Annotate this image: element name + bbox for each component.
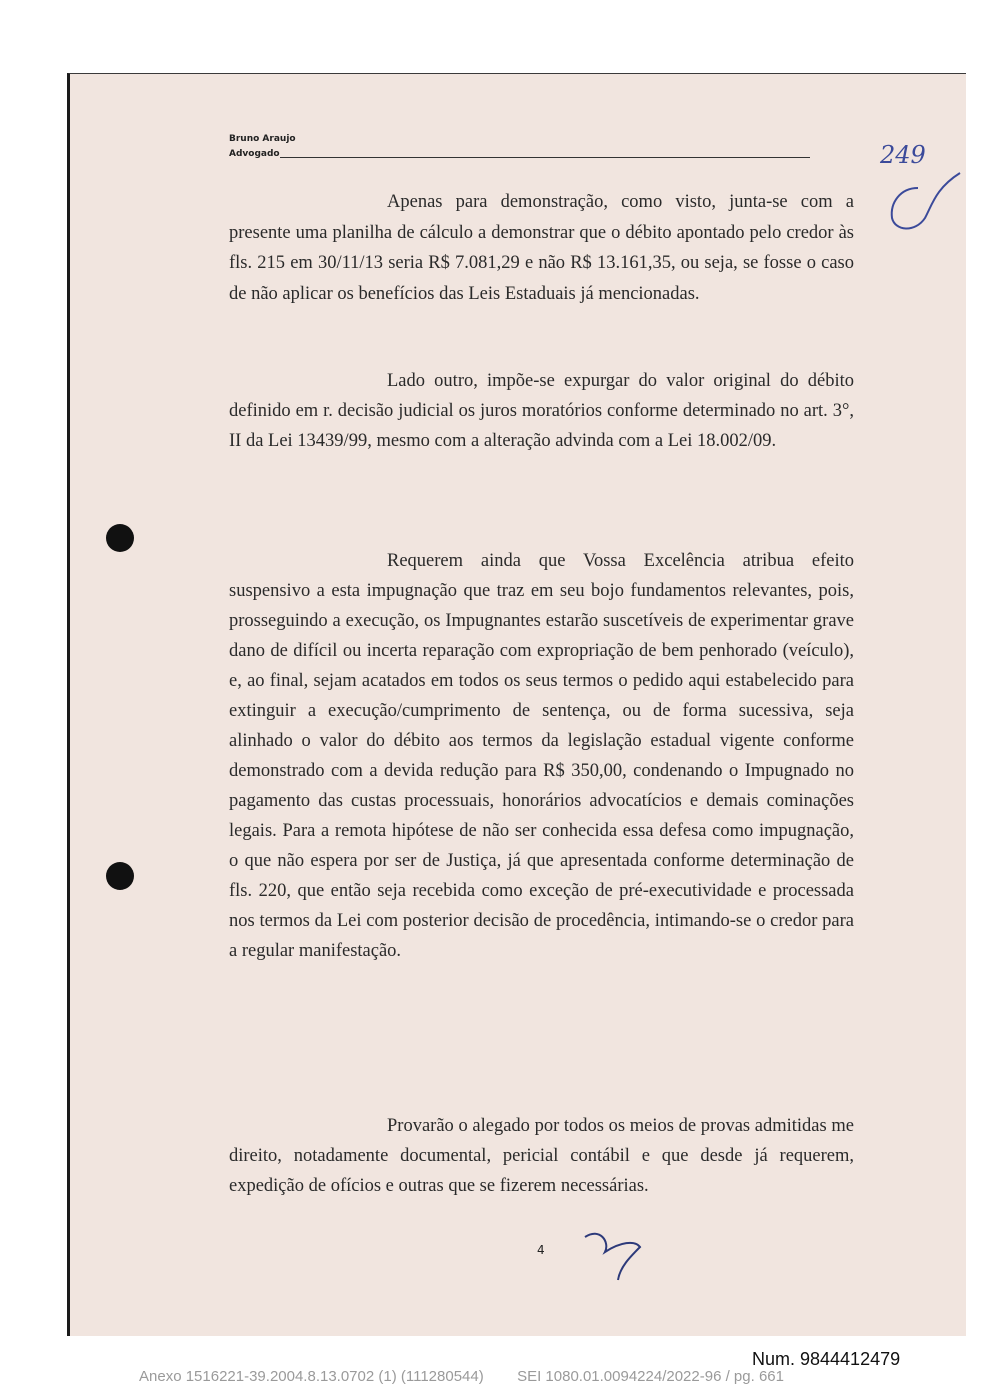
- document-number: Num. 9844412479: [752, 1349, 901, 1369]
- punch-hole-bottom: [106, 862, 134, 890]
- lawyer-name: Bruno Araujo: [229, 134, 296, 144]
- annex-reference: Anexo 1516221-39.2004.8.13.0702 (1) (111280544): [139, 1368, 484, 1385]
- paragraph-1: Apenas para demonstração, como visto, junta-se com a presente uma planilha de cálculo a demonstrar que o débito apontado pelo credor às fls. 215 em 30/11/13 seria R$ 7.081,29 e não R$ 13.161,35, ou seja, se fosse o caso de não aplicar os benefícios das Leis Estaduais já mencionadas.: [229, 192, 854, 304]
- sei-reference: SEI 1080.01.0094224/2022-96 / pg. 661: [517, 1368, 784, 1385]
- paragraph-2: Lado outro, impõe-se expurgar do valor original do débito definido em r. decisão judicial os juros moratórios conforme determinado no art. 3°, II da Lei 13439/99, mesmo com a alteração advinda com a Lei 18.002/09.: [229, 371, 854, 451]
- page-number: 4: [537, 1243, 545, 1257]
- paragraph-3: Requerem ainda que Vossa Excelência atribua efeito suspensivo a esta impugnação que traz em seu bojo fundamentos relevantes, pois, prosseguindo a execução, os Impugnantes estarão suscetíveis de experimentar grave dano de difícil ou incerta reparação com expropriação de bem penhorado (veículo), e, ao final, sejam acatados em todos os seus termos o pedido aqui estabelecido para extinguir a execução/cumprimento de sentença, ou de forma sucessiva, seja alinhado o valor do débito aos termos da legislação estadual vigente conforme demonstrado com a devida redução para R$ 350,00, condenando o Impugnado no pagamento das custas processuais, honorários advocatícios e demais cominações legais. Para a remota hipótese de não ser conhecida essa defesa como impugnação, o que não espera por ser de Justiça, já que apresentada conforme determinação de fls. 220, que então seja recebida como exceção de pré-executividade e processada nos termos da Lei com posterior decisão de procedência, intimando-se o credor para a regular manifestação.: [229, 551, 854, 961]
- handwritten-page-mark: [870, 133, 965, 243]
- lawyer-title: Advogado: [229, 149, 280, 159]
- punch-hole-top: [106, 524, 134, 552]
- paragraph-4: Provarão o alegado por todos os meios de provas admitidas me direito, notadamente documental, pericial contábil e que desde já requerem, expedição de ofícios e outras que se fizerem necessárias.: [229, 1116, 854, 1196]
- signature-mark: [580, 1222, 660, 1282]
- footer-reference: [139, 1368, 784, 1385]
- handwritten-page-number: 249: [880, 141, 926, 169]
- letterhead-rule: [280, 157, 810, 158]
